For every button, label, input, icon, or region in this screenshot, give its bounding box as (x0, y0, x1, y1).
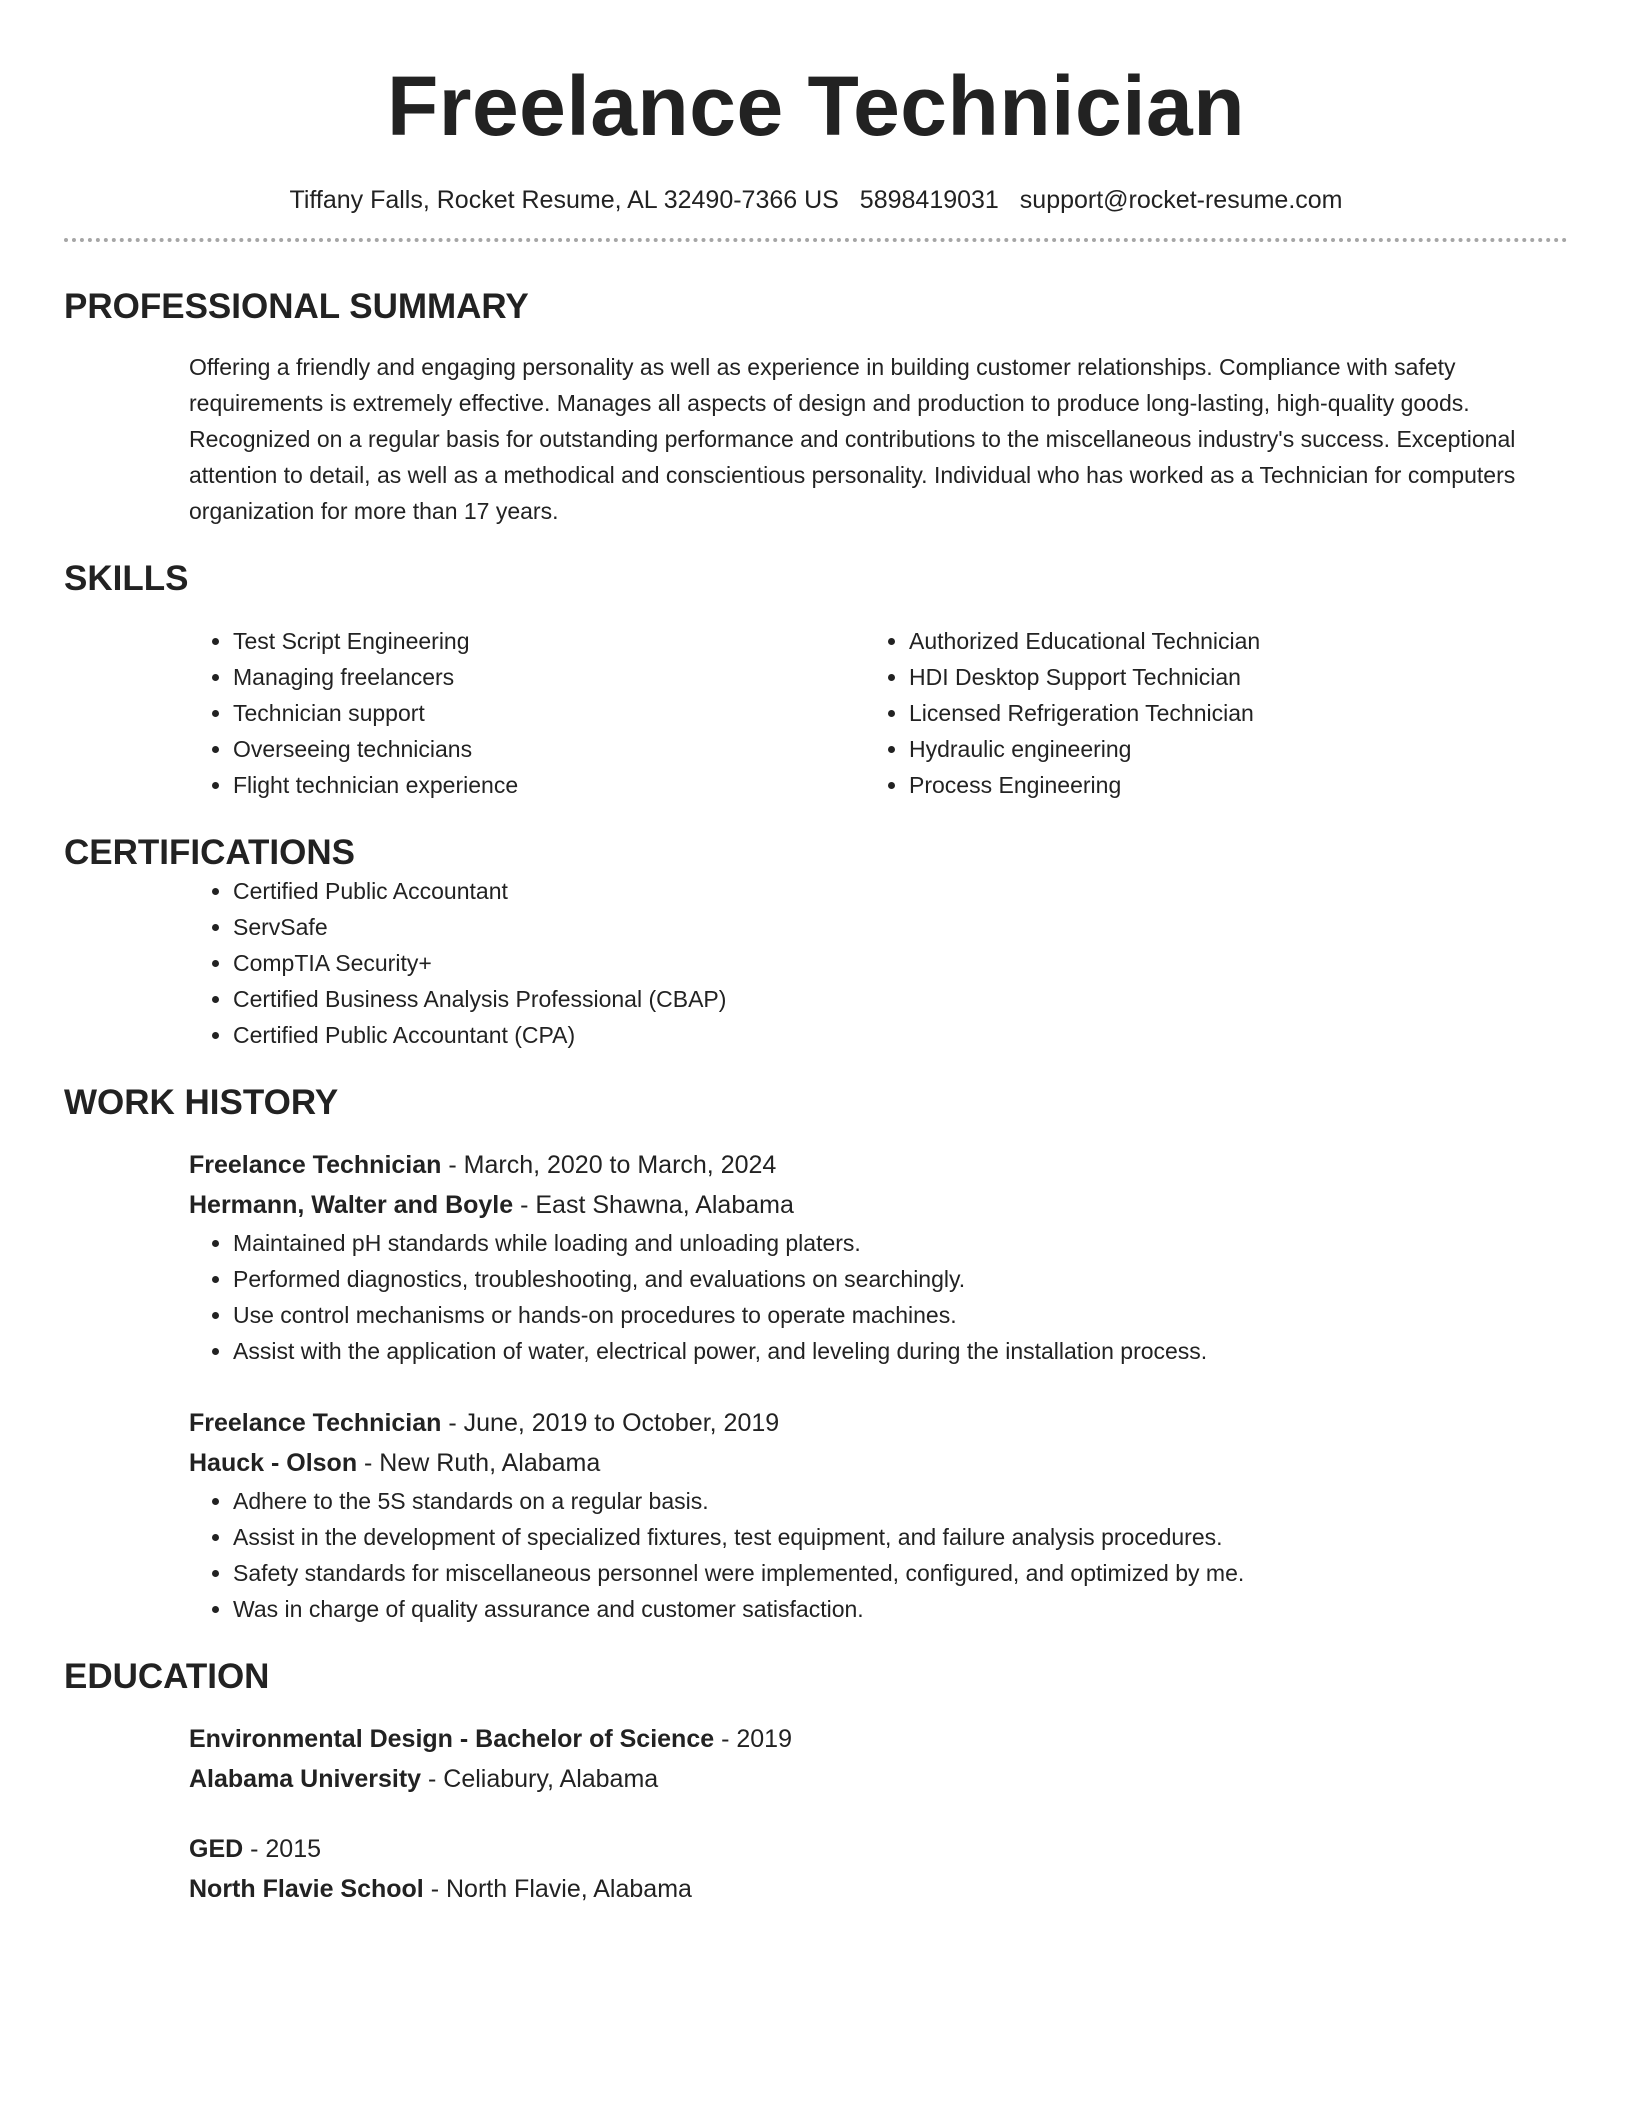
skills-list-right (865, 623, 1541, 803)
section-title-work-history: WORK HISTORY (64, 1083, 339, 1122)
skill-item: • Managing freelancers (233, 659, 865, 695)
skills-grid (189, 623, 1568, 803)
job-duty-item: • Performed diagnostics, troubleshooting, and evaluations on searchingly. (233, 1261, 1568, 1297)
skills-list-left (189, 623, 865, 803)
education-entry (189, 1719, 1568, 1799)
education-school-line (189, 1869, 1568, 1909)
job-duty-item: • Safety standards for miscellaneous personnel were implemented, configured, and optimized by me. (233, 1555, 1568, 1591)
skills-column-right (865, 623, 1541, 803)
section-title-education: EDUCATION (64, 1657, 270, 1696)
education-year: - 2019 (714, 1725, 792, 1753)
skill-item: • HDI Desktop Support Technician (909, 659, 1541, 695)
job-role: Freelance Technician (189, 1151, 442, 1179)
job-location: - New Ruth, Alabama (357, 1449, 601, 1477)
job-company: Hauck - Olson (189, 1449, 358, 1477)
job-dates: - March, 2020 to March, 2024 (441, 1151, 777, 1179)
job-title-line (189, 1145, 1568, 1185)
job-duty-item: • Was in charge of quality assurance and customer satisfaction. (233, 1591, 1568, 1627)
summary-text: Offering a friendly and engaging personality as well as experience in building customer relationships. Compliance with safety requirements is extremely effective. Manages all aspects of design and production to produce long-lasting, high-quality goods. Recognized on a regular basis for outstanding performance and contributions to the miscellaneous industry's success. Exceptional attention to detail, as well as a methodical and conscientious personality. Individual who has worked as a Technician for computers organization for more than 17 years. (189, 354, 1516, 524)
certification-item: • Certified Business Analysis Professional (CBAP) (233, 981, 1568, 1017)
job-title-line (189, 1403, 1568, 1443)
skills-column-left (189, 623, 865, 803)
education-degree-line (189, 1719, 1568, 1759)
contact-phone: 5898419031 (859, 186, 999, 214)
skill-item: • Authorized Educational Technician (909, 623, 1541, 659)
education-degree-line (189, 1829, 1568, 1869)
education-entry (189, 1829, 1568, 1909)
education-location: - North Flavie, Alabama (423, 1875, 692, 1903)
education-school: North Flavie School (189, 1875, 424, 1903)
section-title-skills: SKILLS (64, 559, 189, 598)
certification-item: • ServSafe (233, 909, 1568, 945)
education-location: - Celiabury, Alabama (421, 1765, 659, 1793)
education-body (64, 1719, 1568, 1909)
skill-item: • Process Engineering (909, 767, 1541, 803)
contact-address: Tiffany Falls, Rocket Resume, AL 32490-7366 US (289, 186, 839, 214)
job-duties-list (189, 1225, 1568, 1369)
skills-body (64, 623, 1568, 803)
header-divider (64, 238, 1568, 242)
job-entry (189, 1145, 1568, 1369)
job-duty-item: • Assist with the application of water, electrical power, and leveling during the installation process. (233, 1333, 1568, 1369)
skill-item: • Hydraulic engineering (909, 731, 1541, 767)
resume-name: Freelance Technician (386, 59, 1246, 153)
certifications-list (189, 873, 1568, 1053)
job-duty-item: • Maintained pH standards while loading and unloading platers. (233, 1225, 1568, 1261)
contact-email: support@rocket-resume.com (1019, 186, 1343, 214)
education-degree: GED (189, 1835, 244, 1863)
job-duty-item: • Assist in the development of specialized fixtures, test equipment, and failure analysis procedures. (233, 1519, 1568, 1555)
certification-item: • Certified Public Accountant (233, 873, 1568, 909)
section-title-certifications: CERTIFICATIONS (64, 833, 356, 872)
education-school-line (189, 1759, 1568, 1799)
job-duties-list (189, 1483, 1568, 1627)
skill-item: • Test Script Engineering (233, 623, 865, 659)
job-dates: - June, 2019 to October, 2019 (441, 1409, 780, 1437)
contact-line (64, 184, 1568, 216)
job-company-line (189, 1443, 1568, 1483)
summary-body (64, 349, 1568, 529)
education-degree: Environmental Design - Bachelor of Science (189, 1725, 715, 1753)
job-company-line (189, 1185, 1568, 1225)
work-history-body (64, 1145, 1568, 1627)
certifications-body (64, 873, 1568, 1053)
section-title-summary: PROFESSIONAL SUMMARY (64, 287, 529, 326)
job-location: - East Shawna, Alabama (513, 1191, 794, 1219)
education-year: - 2015 (243, 1835, 322, 1863)
job-duty-item: • Use control mechanisms or hands-on procedures to operate machines. (233, 1297, 1568, 1333)
skill-item: • Flight technician experience (233, 767, 865, 803)
education-school: Alabama University (189, 1765, 422, 1793)
skill-item: • Overseeing technicians (233, 731, 865, 767)
job-duty-item: • Adhere to the 5S standards on a regular basis. (233, 1483, 1568, 1519)
certification-item: • Certified Public Accountant (CPA) (233, 1017, 1568, 1053)
job-company: Hermann, Walter and Boyle (189, 1191, 514, 1219)
certification-item: • CompTIA Security+ (233, 945, 1568, 981)
job-role: Freelance Technician (189, 1409, 442, 1437)
skill-item: • Technician support (233, 695, 865, 731)
job-entry (189, 1403, 1568, 1627)
skill-item: • Licensed Refrigeration Technician (909, 695, 1541, 731)
